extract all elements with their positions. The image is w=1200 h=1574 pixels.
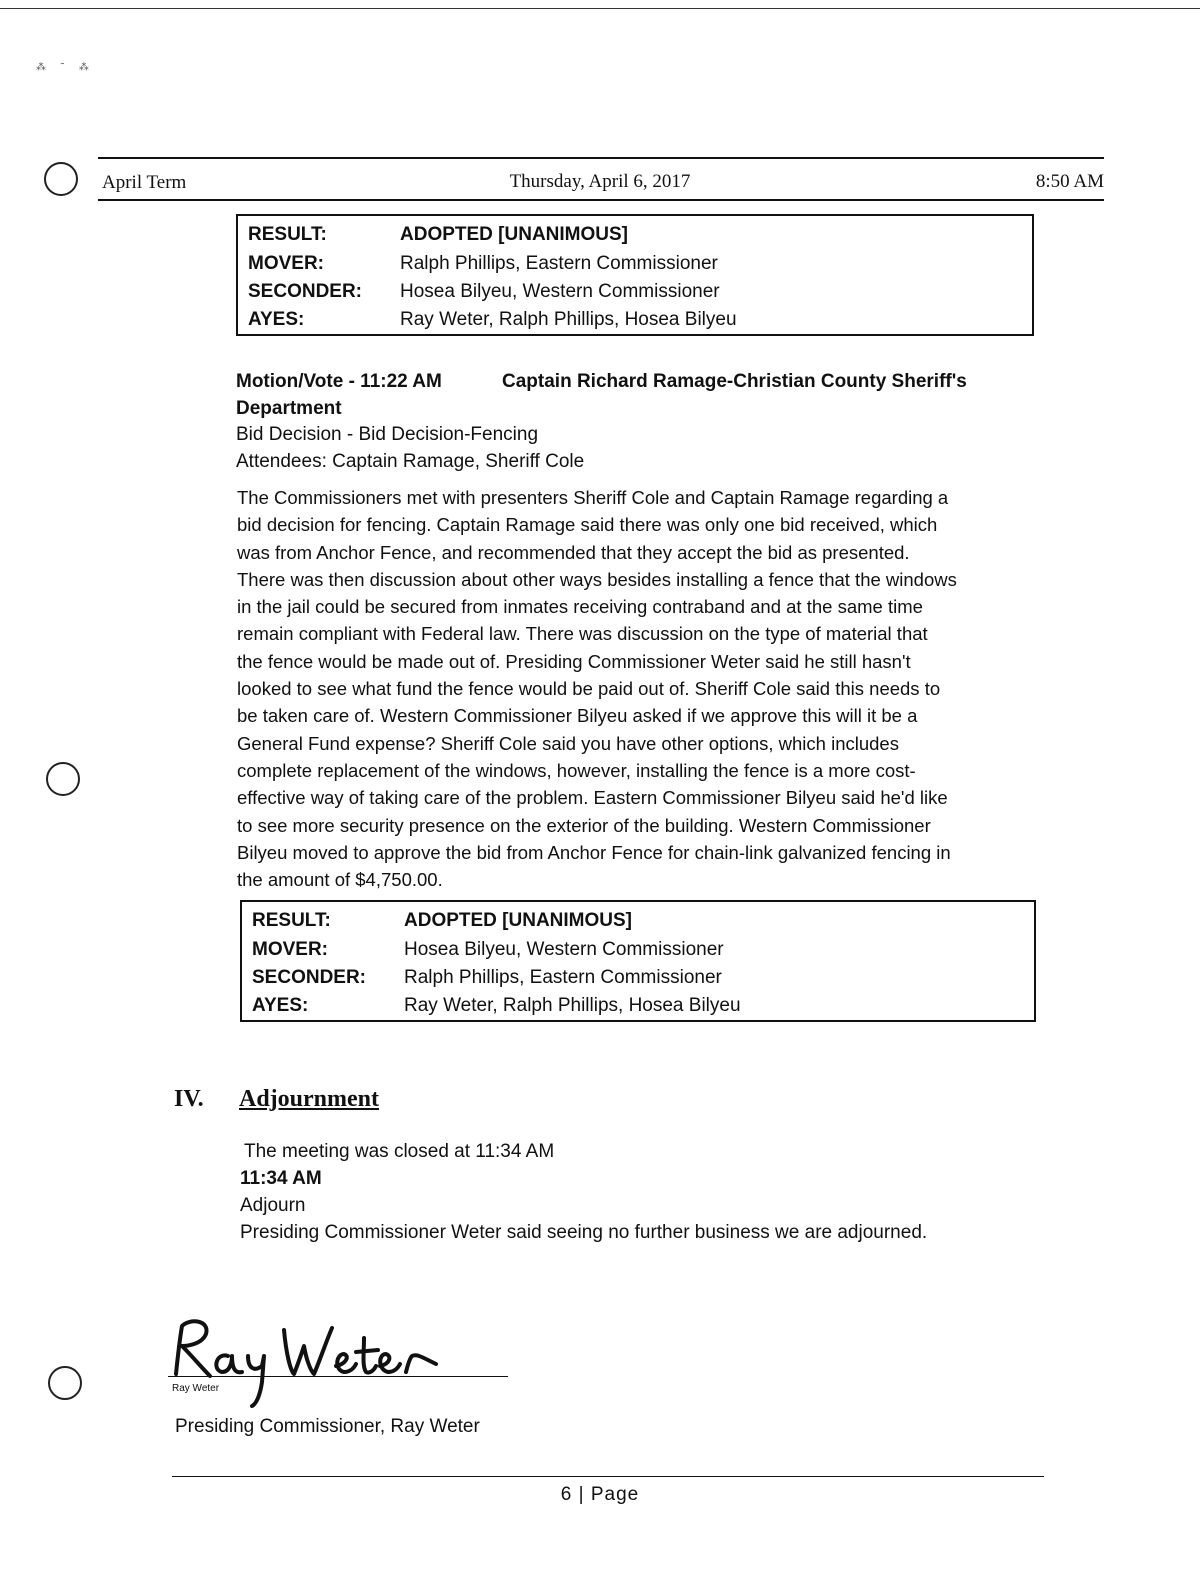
top-edge-rule bbox=[0, 8, 1200, 9]
paragraph-line: in the jail could be secured from inmates receiving contraband and at the same time bbox=[237, 596, 923, 618]
header-bottom-rule bbox=[98, 199, 1104, 201]
mover-label: MOVER: bbox=[248, 253, 324, 274]
result-label: RESULT: bbox=[252, 910, 331, 931]
paragraph-line: There was then discussion about other ways besides installing a fence that the windows bbox=[237, 568, 957, 590]
vote-result-box-2 bbox=[240, 900, 1036, 1022]
adjourn-time: 11:34 AM bbox=[240, 1168, 322, 1189]
seconder-value: Hosea Bilyeu, Western Commissioner bbox=[400, 281, 720, 302]
binder-hole-middle bbox=[46, 762, 80, 796]
seconder-label: SECONDER: bbox=[252, 967, 367, 988]
adjourn-statement: Presiding Commissioner Weter said seeing no further business we are adjourned. bbox=[240, 1222, 928, 1243]
paragraph-line: The Commissioners met with presenters Sheriff Cole and Captain Ramage regarding a bbox=[237, 487, 949, 508]
meeting-closed-line: The meeting was closed at 11:34 AM bbox=[244, 1141, 555, 1162]
footer-rule bbox=[172, 1476, 1044, 1477]
paragraph-line: effective way of taking care of the problem. Eastern Commissioner Bilyeu said he'd like bbox=[237, 787, 948, 809]
ayes-label: AYES: bbox=[248, 309, 305, 330]
ayes-label: AYES: bbox=[252, 995, 309, 1016]
scan-specks: ⁂ ˜ ⁂ bbox=[36, 62, 95, 73]
section-numeral: IV. bbox=[174, 1086, 204, 1112]
binder-hole-bottom bbox=[48, 1366, 82, 1400]
header-term: April Term bbox=[102, 172, 187, 193]
seconder-value: Ralph Phillips, Eastern Commissioner bbox=[404, 967, 722, 988]
motion-title-continued: Department bbox=[236, 398, 342, 419]
paragraph-line: was from Anchor Fence, and recommended that they accept the bid as presented. bbox=[237, 541, 910, 563]
paragraph-line: remain compliant with Federal law. There was discussion on the type of material that bbox=[237, 623, 928, 645]
result-value: ADOPTED [UNANIMOUS] bbox=[400, 224, 628, 245]
header-top-rule bbox=[98, 157, 1104, 159]
ayes-value: Ray Weter, Ralph Phillips, Hosea Bilyeu bbox=[404, 995, 741, 1016]
paragraph-line: Bilyeu moved to approve the bid from Anchor Fence for chain-link galvanized fencing in bbox=[237, 841, 951, 863]
motion-prefix: Motion/Vote - 11:22 AM bbox=[236, 371, 442, 392]
paragraph-line: to see more security presence on the exterior of the building. Western Commissioner bbox=[237, 814, 931, 836]
signature-line bbox=[168, 1376, 508, 1377]
signature-typed-name: Ray Weter bbox=[172, 1383, 220, 1394]
paragraph-line: bid decision for fencing. Captain Ramage said there was only one bid received, which bbox=[237, 514, 938, 536]
paragraph-line: looked to see what fund the fence would be paid out of. Sheriff Cole said this needs to bbox=[237, 678, 941, 700]
paragraph-line: complete replacement of the windows, however, installing the fence is a more cost- bbox=[237, 759, 916, 781]
adjourn-label: Adjourn bbox=[240, 1195, 306, 1216]
mover-label: MOVER: bbox=[252, 939, 328, 960]
motion-paragraph bbox=[237, 484, 1037, 893]
signatory-title: Presiding Commissioner, Ray Weter bbox=[175, 1416, 480, 1437]
mover-value: Hosea Bilyeu, Western Commissioner bbox=[404, 939, 724, 960]
vote-result-box-1 bbox=[236, 214, 1034, 336]
section-heading-adjournment: Adjournment bbox=[239, 1086, 380, 1112]
header-time: 8:50 AM bbox=[1035, 171, 1104, 192]
seconder-label: SECONDER: bbox=[248, 281, 363, 302]
bid-decision-line: Bid Decision - Bid Decision-Fencing bbox=[236, 424, 539, 445]
page-number: 6 | Page bbox=[560, 1484, 640, 1505]
ayes-value: Ray Weter, Ralph Phillips, Hosea Bilyeu bbox=[400, 309, 737, 330]
motion-title: Captain Richard Ramage-Christian County Sheriff's bbox=[502, 371, 967, 392]
result-value: ADOPTED [UNANIMOUS] bbox=[404, 910, 632, 931]
paragraph-line: General Fund expense? Sheriff Cole said you have other options, which includes bbox=[237, 732, 899, 754]
paragraph-line: be taken care of. Western Commissioner Bilyeu asked if we approve this will it be a bbox=[237, 705, 918, 727]
attendees-line: Attendees: Captain Ramage, Sheriff Cole bbox=[236, 451, 585, 472]
header-date: Thursday, April 6, 2017 bbox=[509, 171, 691, 192]
mover-value: Ralph Phillips, Eastern Commissioner bbox=[400, 253, 718, 274]
paragraph-line: the fence would be made out of. Presiding Commissioner Weter said he still hasn't bbox=[237, 650, 911, 672]
result-label: RESULT: bbox=[248, 224, 327, 245]
paragraph-line: the amount of $4,750.00. bbox=[237, 869, 443, 891]
